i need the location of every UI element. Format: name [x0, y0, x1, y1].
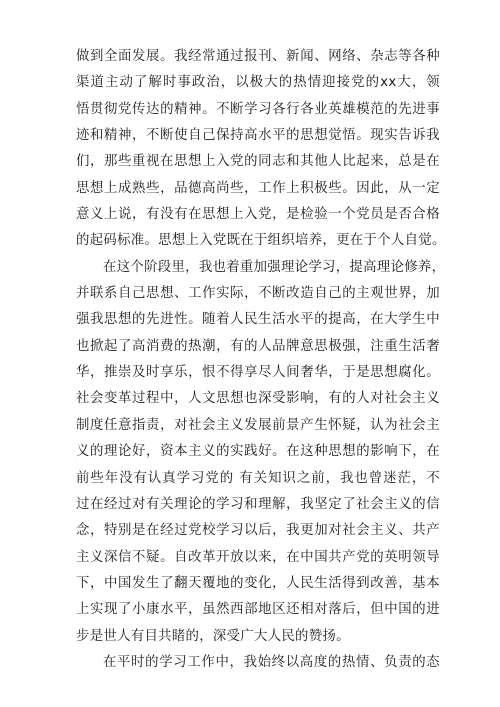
body-text	[76, 44, 446, 676]
text-line: 过在经过对有关理论的学习和理解，我坚定了社会主义的信	[76, 496, 440, 512]
text-line: 的起码标准。思想上入党既在于组织培养，更在于个人自觉。	[76, 233, 446, 249]
paragraph-first-line: 在这个阶段里，我也着重加强理论学习，提高理论修养，	[103, 259, 446, 275]
text-line: 思想上成熟些，品德高尚些，工作上积极些。因此，从一定	[76, 180, 440, 196]
text-line: 并联系自己思想、工作实际，不断改造自己的主观世界，加	[76, 286, 440, 302]
paragraph-first-line: 在平时的学习工作中，我始终以高度的热情、负责的态	[103, 654, 440, 670]
text-line: 上实现了小康水平，虽然西部地区还相对落后，但中国的进	[76, 602, 440, 618]
text-line: 前些年没有认真学习党的 有关知识之前，我也曾迷茫，不	[76, 470, 440, 486]
text-line: 社会变革过程中，人文思想也深受影响，有的人对社会主义	[76, 391, 440, 407]
paragraph-last-line: 步是世人有目共睹的，深受广大人民的赞扬。	[76, 628, 350, 644]
text-line: 下，中国发生了翻天覆地的变化，人民生活得到改善，基本	[76, 575, 440, 591]
text-line: 悟贯彻党传达的精神。不断学习各行各业英雄模范的先进事	[76, 101, 440, 117]
text-line: 主义深信不疑。自改革开放以来，在中国共产党的英明领导	[76, 549, 440, 565]
text-line: 义的理论好，资本主义的实践好。在这种思想的影响下，在	[76, 444, 440, 460]
text-line: 渠道主动了解时事政治，以极大的热情迎接党的xx大，领	[76, 75, 440, 91]
text-line: 做到全面发展。我经常通过报刊、新闻、网络、杂志等各种	[76, 49, 440, 64]
text-line: 也掀起了高消费的热潮，有的人品牌意思极强，注重生活奢	[76, 338, 440, 354]
text-line: 念，特别是在经过党校学习以后，我更加对社会主义、共产	[76, 523, 440, 539]
text-line: 们，那些重视在思想上入党的同志和其他人比起来，总是在	[76, 154, 440, 170]
text-line: 华，推崇及时享乐，恨不得享尽人间奢华，于是思想腐化。	[76, 365, 440, 381]
text-line: 强我思想的先进性。随着人民生活水平的提高，在大学生中	[76, 312, 440, 328]
text-line: 意义上说，有没有在思想上入党，是检验一个党员是否合格	[76, 207, 440, 223]
text-line: 迹和精神，不断使自己保持高水平的思想觉悟。现实告诉我	[76, 128, 440, 144]
text-line: 制度任意指责，对社会主义发展前景产生怀疑，认为社会主	[76, 417, 440, 433]
